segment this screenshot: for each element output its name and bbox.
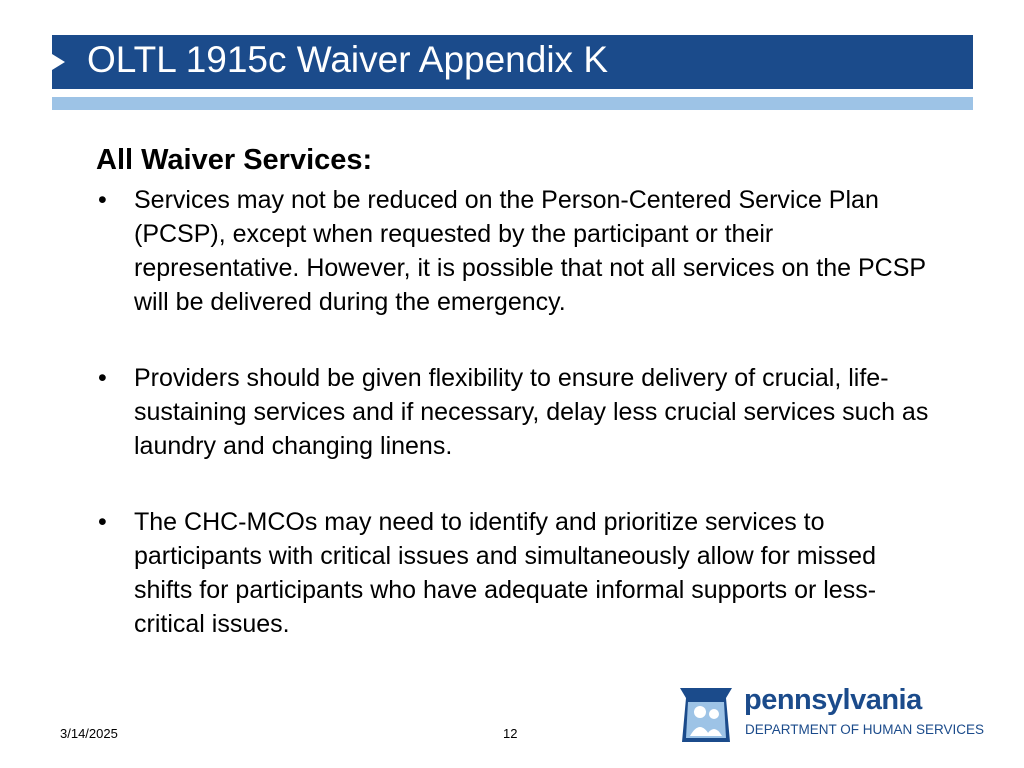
accent-bar	[52, 97, 973, 110]
slide-title: OLTL 1915c Waiver Appendix K	[87, 39, 609, 80]
bullet-text: The CHC-MCOs may need to identify and prioritize services to participants with critical issues and simultaneously allow for missed shifts for participants who have adequate informal supports or less-critical issues.	[134, 508, 877, 638]
bullet-list	[96, 183, 936, 641]
bullet-item	[96, 361, 936, 463]
pa-dhs-logo	[674, 684, 985, 744]
bullet-item	[96, 183, 936, 319]
bullet-icon: •	[98, 508, 107, 536]
bullet-icon: •	[98, 186, 107, 214]
bullet-icon: •	[98, 364, 107, 392]
bullet-text: Services may not be reduced on the Person-Centered Service Plan (PCSP), except when requested by the participant or their representative. However, it is possible that not all services on the PCSP will be delivered during the emergency.	[134, 186, 926, 316]
title-arrow-icon	[52, 54, 65, 70]
footer-date: 3/14/2025	[60, 726, 118, 741]
keystone-family-icon	[674, 684, 738, 744]
title-bar	[52, 35, 973, 89]
page-number: 12	[503, 726, 518, 741]
slide-content	[96, 144, 936, 683]
logo-department: DEPARTMENT OF HUMAN SERVICES	[745, 722, 985, 737]
logo-name: pennsylvania	[744, 684, 922, 716]
bullet-text: Providers should be given flexibility to ensure delivery of crucial, life-sustaining services and if necessary, delay less crucial services such as laundry and changing linens.	[134, 364, 929, 460]
section-heading: All Waiver Services:	[96, 144, 373, 176]
bullet-item	[96, 505, 936, 641]
